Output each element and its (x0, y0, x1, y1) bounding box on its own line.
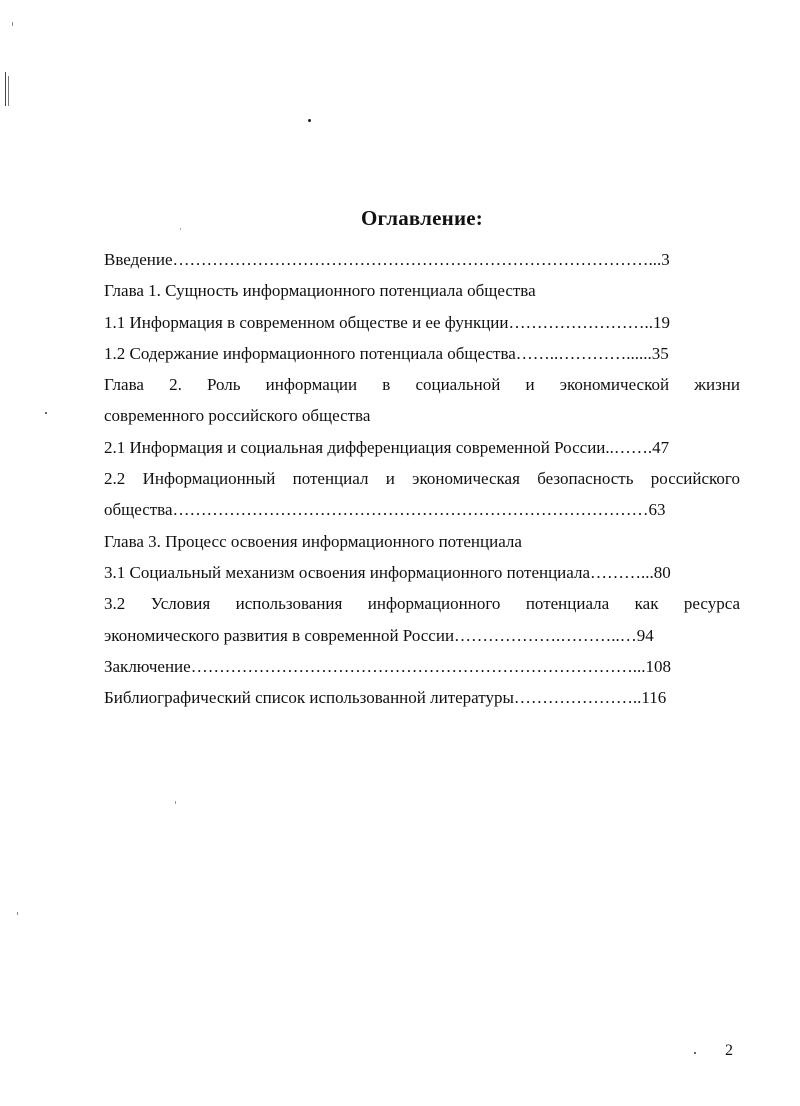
scan-speck (175, 801, 176, 804)
toc-chapter-3: Глава 3. Процесс освоения информационного потенциала (104, 531, 522, 551)
toc-entry-2-1: 2.1 Информация и социальная дифференциация современной России..…….47 (104, 437, 670, 457)
toc-entry-1-1: 1.1 Информация в современном обществе и ее функции……………………..19 (104, 312, 670, 332)
scan-speck (308, 119, 311, 122)
scan-speck (45, 412, 47, 414)
toc-entry-conclusion: Заключение……………………………………………………………………...108 (104, 656, 671, 676)
toc-entry-introduction: Введение…………………………………………………………………………...3 (104, 250, 670, 269)
table-of-contents (104, 244, 740, 713)
toc-entry-3-1: 3.1 Социальный механизм освоения информационного потенциала………...80 (104, 562, 671, 582)
toc-entry-3-2-continued: экономического развития в современной России……………….………..…94 (104, 625, 654, 645)
scan-edge-mark (5, 72, 6, 106)
scan-speck (17, 912, 18, 915)
toc-entry-3-2: 3.2 Условия использования информационного потенциала как ресурса (104, 594, 740, 614)
scan-speck (694, 1052, 696, 1054)
toc-entry-1-2: 1.2 Содержание информационного потенциала общества……..…………......35 (104, 343, 669, 363)
toc-entry-2-2: 2.2 Информационный потенциал и экономическая безопасность российского (104, 469, 740, 489)
toc-chapter-1: Глава 1. Сущность информационного потенциала общества (104, 281, 536, 301)
scan-speck (12, 22, 13, 26)
toc-entry-bibliography: Библиографический список использованной литературы…………………..116 (104, 688, 667, 708)
page-title: Оглавление: (361, 206, 483, 230)
toc-chapter-2: Глава 2. Роль информации в социальной и экономической жизни (104, 375, 740, 395)
toc-entry-2-2-continued: общества…………………………………………………………………………63 (104, 500, 666, 520)
scan-edge-mark (8, 76, 9, 106)
page-number: 2 (725, 1042, 733, 1059)
toc-chapter-2-continued: современного российского общества (104, 406, 371, 426)
